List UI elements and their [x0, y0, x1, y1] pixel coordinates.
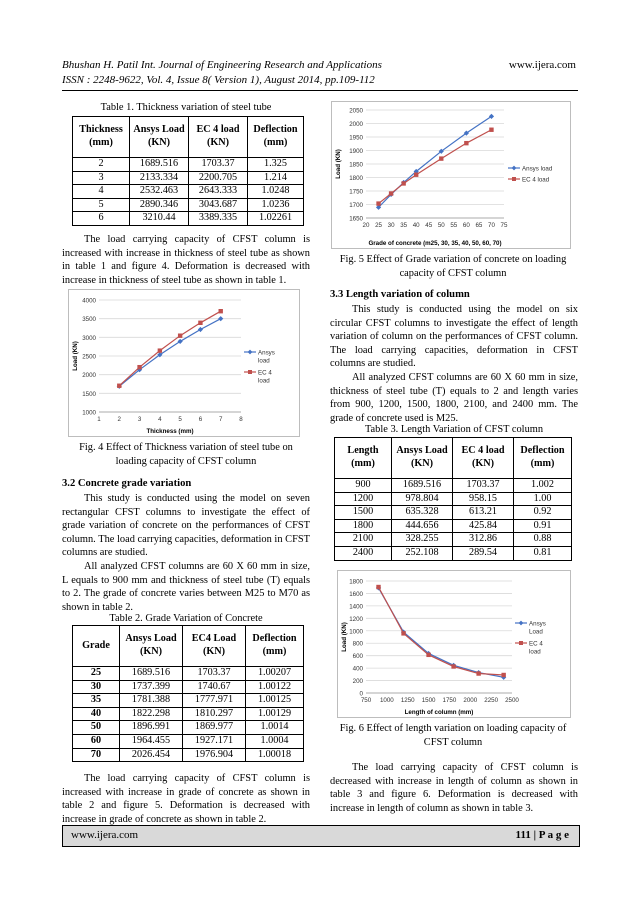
table-cell: 1703.37 — [183, 667, 246, 681]
table-cell: 0.91 — [514, 519, 572, 533]
table-cell: 1703.37 — [453, 479, 514, 493]
data-point — [414, 173, 418, 177]
table2-header-ansys: Ansys Load (KN) — [120, 626, 183, 667]
table-cell: 1200 — [335, 492, 392, 506]
x-tick-label: 20 — [362, 222, 370, 229]
table-cell: 2026.454 — [120, 748, 183, 762]
legend-label: load — [258, 377, 270, 385]
table-cell: 1500 — [335, 506, 392, 520]
table-cell: 958.15 — [453, 492, 514, 506]
y-tick-label: 2500 — [82, 353, 96, 361]
legend-marker — [519, 641, 523, 645]
journal-header-line1: Bhushan H. Patil Int. Journal of Engineering Research and Applications — [62, 59, 382, 71]
table-row — [73, 667, 304, 681]
y-tick-label: 1950 — [349, 134, 363, 142]
table-cell: 3210.44 — [130, 212, 189, 226]
x-tick-label: 1 — [97, 416, 101, 423]
y-tick-label: 1800 — [349, 578, 363, 586]
table-cell: 0.88 — [514, 533, 572, 547]
journal-header-line2: ISSN : 2248-9622, Vol. 4, Issue 8( Version 1), August 2014, pp.109-112 — [62, 74, 375, 86]
table-row — [73, 748, 304, 762]
table-cell: 2200.705 — [189, 171, 248, 185]
y-tick-label: 4000 — [82, 297, 96, 305]
y-axis-label: Load (KN) — [335, 149, 342, 179]
x-tick-label: 60 — [462, 222, 470, 229]
table3-header-ec4: EC 4 load (KN) — [453, 438, 514, 479]
table-row — [73, 707, 304, 721]
table1-header-deflection: Deflection (mm) — [248, 117, 304, 158]
x-tick-label: 5 — [178, 416, 182, 423]
table-row — [73, 185, 304, 199]
table-row — [73, 212, 304, 226]
x-tick-label: 70 — [488, 222, 495, 229]
series-line-ec-4-load — [379, 130, 492, 204]
table-row — [335, 506, 572, 520]
table-cell: 1869.977 — [183, 721, 246, 735]
fig5-caption: Fig. 5 Effect of Grade variation of concrete on loading capacity of CFST column — [339, 254, 567, 279]
table-cell: 3 — [73, 171, 130, 185]
series-line-ansys-load — [379, 116, 492, 207]
table-cell: 1777.971 — [183, 694, 246, 708]
x-tick-label: 1000 — [379, 697, 394, 704]
table2-header-grade: Grade — [73, 626, 120, 667]
table-cell: 1.02261 — [248, 212, 304, 226]
data-point — [218, 316, 223, 321]
x-tick-label: 55 — [450, 222, 458, 229]
table-cell: 1703.37 — [189, 158, 248, 172]
table-cell: 252.108 — [392, 546, 453, 560]
x-tick-label: 2500 — [505, 697, 519, 704]
table-cell: 444.656 — [392, 519, 453, 533]
table-cell: 900 — [335, 479, 392, 493]
table-cell: 1.214 — [248, 171, 304, 185]
y-tick-label: 1900 — [349, 148, 363, 155]
figure6-chart — [337, 570, 571, 718]
table-cell: 289.54 — [453, 546, 514, 560]
table-cell: 613.21 — [453, 506, 514, 520]
data-point — [198, 321, 202, 325]
legend-label: EC 4 load — [522, 176, 550, 184]
table-cell: 6 — [73, 212, 130, 226]
table-cell: 1.00207 — [246, 667, 304, 681]
x-tick-label: 3 — [137, 416, 142, 423]
y-tick-label: 600 — [352, 653, 363, 661]
table-row — [335, 519, 572, 533]
section-3-3-body: This study is conducted using the model on six circular CFST columns to investigate the effect of length variation of column on the performances of CFST column. The load carrying capacities, deformation in CFST columns are studied. All analyzed CFST columns are 60 X 60 mm in size, thickness of steel tube (T) equals to 2 and length varies from 900, 1200, 1500, 1800, 2100, and 2400 mm. The grade of concrete used is M25. — [330, 304, 578, 424]
table-cell: 1.0004 — [246, 734, 304, 748]
data-point — [376, 585, 380, 589]
data-point — [389, 191, 393, 195]
table-cell: 1689.516 — [120, 667, 183, 681]
footer-website: www.ijera.com — [71, 829, 139, 841]
y-tick-label: 3000 — [82, 334, 96, 342]
table-cell: 1737.399 — [120, 680, 183, 694]
x-tick-label: 75 — [500, 222, 508, 229]
y-tick-label: 0 — [359, 690, 363, 698]
table-cell: 1927.171 — [183, 734, 246, 748]
table-cell: 1.00122 — [246, 680, 304, 694]
section-3-2-body: This study is conducted using the model on seven rectangular CFST columns to investigate the effect of grade variation of concrete on the performances of CFST column. The load carrying capacities, deformation in CFST columns are studied. All analyzed CFST columns are 60 X 60 mm in size, L equals to 900 mm and thickness of steel tube (T) equals to 2. The grade of concrete varies between M25 to M70 as shown in table 2. — [62, 493, 310, 613]
data-point — [117, 384, 121, 388]
x-tick-label: 25 — [375, 222, 382, 229]
data-point — [464, 141, 468, 145]
table2-header-deflection: Deflection (mm) — [246, 626, 304, 667]
data-point — [476, 671, 480, 675]
data-point — [376, 201, 380, 205]
y-tick-label: 1500 — [82, 390, 96, 398]
table3-caption: Table 3. Length Variation of CFST column — [364, 424, 544, 435]
legend-label: load — [529, 648, 541, 656]
table-cell: 1.00125 — [246, 694, 304, 708]
data-point — [178, 334, 182, 338]
legend-marker — [248, 350, 253, 355]
table-cell: 25 — [73, 667, 120, 681]
table-cell: 312.86 — [453, 533, 514, 547]
legend-label: Ansys — [258, 349, 275, 357]
table-cell: 0.92 — [514, 506, 572, 520]
para2: The load carrying capacity of CFST column is increased with increase in grade of concrete as shown in table 2 and figure 5. Deformation is decreased with increase in grade of concrete as shown in table 2. — [62, 773, 310, 825]
table-cell: 2400 — [335, 546, 392, 560]
y-tick-label: 2000 — [349, 121, 363, 128]
data-point — [426, 653, 430, 657]
table-row — [335, 546, 572, 560]
table1 — [72, 116, 304, 226]
y-tick-label: 1000 — [349, 628, 363, 636]
table3-header-ansys: Ansys Load (KN) — [392, 438, 453, 479]
data-point — [439, 156, 443, 160]
x-tick-label: 50 — [437, 222, 445, 229]
para1: The load carrying capacity of CFST column is increased with increase in thickness of steel tube as shown in table 1 and figure 4. Deformation is decreased with increase in thickness of steel tube as shown in table 1. — [62, 234, 310, 286]
y-tick-label: 1600 — [349, 590, 363, 598]
table-row — [335, 479, 572, 493]
legend-marker — [519, 621, 524, 626]
table-cell: 328.255 — [392, 533, 453, 547]
y-axis-label: Load (KN) — [72, 341, 79, 371]
data-point — [489, 128, 493, 132]
table-cell: 1781.388 — [120, 694, 183, 708]
legend-label: EC 4 — [258, 369, 272, 377]
header-website: www.ijera.com — [508, 59, 576, 71]
x-tick-label: 1750 — [442, 697, 457, 704]
section-3-2-heading: 3.2 Concrete grade variation — [62, 478, 192, 489]
table-cell: 1.0236 — [248, 198, 304, 212]
footer-page-number: 111 | P a g e — [515, 829, 569, 841]
series-line-ansys-load — [379, 588, 504, 677]
x-tick-label: 30 — [387, 222, 395, 229]
section-3-3-heading: 3.3 Length variation of column — [330, 289, 470, 300]
table-cell: 2133.334 — [130, 171, 189, 185]
data-point — [158, 348, 162, 352]
table-cell: 1.00 — [514, 492, 572, 506]
page-footer — [62, 825, 580, 847]
table3-header-deflection: Deflection (mm) — [514, 438, 572, 479]
y-tick-label: 2000 — [82, 372, 96, 380]
table-cell: 35 — [73, 694, 120, 708]
fig6-caption: Fig. 6 Effect of length variation on loading capacity of CFST column — [339, 723, 567, 748]
table-cell: 2100 — [335, 533, 392, 547]
data-point — [501, 673, 505, 677]
table-row — [73, 680, 304, 694]
legend-label: Ansys load — [522, 165, 553, 173]
table1-header-ec4: EC 4 load (KN) — [189, 117, 248, 158]
table-cell: 5 — [73, 198, 130, 212]
data-point — [451, 664, 455, 668]
x-tick-label: 4 — [158, 416, 162, 423]
table-cell: 70 — [73, 748, 120, 762]
fig4-caption: Fig. 4 Effect of Thickness variation of steel tube on loading capacity of CFST column — [79, 442, 293, 467]
table-cell: 2532.463 — [130, 185, 189, 199]
table-row — [73, 734, 304, 748]
x-tick-label: 8 — [239, 416, 243, 423]
y-tick-label: 1400 — [349, 603, 363, 611]
table-cell: 2 — [73, 158, 130, 172]
y-tick-label: 1750 — [349, 188, 363, 196]
table3 — [334, 437, 572, 561]
legend-label: EC 4 — [529, 640, 543, 648]
table-row — [73, 694, 304, 708]
table-cell: 1896.991 — [120, 721, 183, 735]
legend-marker — [512, 166, 517, 171]
table-cell: 2890.346 — [130, 198, 189, 212]
table-cell: 50 — [73, 721, 120, 735]
y-tick-label: 1650 — [349, 215, 363, 223]
table-cell: 1.0014 — [246, 721, 304, 735]
table1-header-ansys: Ansys Load (KN) — [130, 117, 189, 158]
table-cell: 1.325 — [248, 158, 304, 172]
table-cell: 40 — [73, 707, 120, 721]
y-tick-label: 1200 — [349, 615, 363, 623]
y-tick-label: 400 — [352, 665, 363, 673]
table-cell: 3043.687 — [189, 198, 248, 212]
legend-label: load — [258, 357, 270, 365]
x-tick-label: 35 — [400, 222, 408, 229]
table-cell: 1976.904 — [183, 748, 246, 762]
x-axis-label: Length of column (mm) — [404, 709, 474, 716]
data-point — [198, 327, 203, 332]
table-cell: 1.00018 — [246, 748, 304, 762]
data-point — [219, 309, 223, 313]
table-row — [73, 171, 304, 185]
y-tick-label: 200 — [352, 678, 363, 686]
table-cell: 1800 — [335, 519, 392, 533]
table-cell: 60 — [73, 734, 120, 748]
table1-caption: Table 1. Thickness variation of steel tube — [100, 102, 272, 113]
table-cell: 978.804 — [392, 492, 453, 506]
x-axis-label: Thickness (mm) — [146, 428, 194, 435]
table1-header-thickness: Thickness (mm) — [73, 117, 130, 158]
table-cell: 1.0248 — [248, 185, 304, 199]
legend-label: Ansys — [529, 620, 546, 628]
y-tick-label: 800 — [352, 640, 363, 648]
header-rule — [62, 90, 578, 91]
table2-caption: Table 2. Grade Variation of Concrete — [109, 613, 263, 624]
x-tick-label: 750 — [360, 697, 372, 704]
table-row — [335, 533, 572, 547]
x-tick-label: 2 — [117, 416, 122, 423]
legend-label: Load — [529, 628, 543, 636]
y-tick-label: 1850 — [349, 161, 363, 169]
y-tick-label: 1000 — [82, 409, 96, 417]
table-row — [73, 198, 304, 212]
para3: The load carrying capacity of CFST column is decreased with increase in length of column as shown in table 3 and figure 6. Deformation is decreased with increase in length of column as shown in table 3. — [330, 762, 578, 814]
table-row — [73, 721, 304, 735]
series-line-ansys-load — [119, 319, 220, 387]
legend-marker — [512, 177, 516, 181]
table-cell: 2643.333 — [189, 185, 248, 199]
table-cell: 0.81 — [514, 546, 572, 560]
table-cell: 1.00129 — [246, 707, 304, 721]
table3-header-length: Length (mm) — [335, 438, 392, 479]
table-cell: 4 — [73, 185, 130, 199]
y-axis-label: Load (KN) — [341, 622, 348, 652]
table-cell: 1810.297 — [183, 707, 246, 721]
table-cell: 1689.516 — [130, 158, 189, 172]
table-cell: 3389.335 — [189, 212, 248, 226]
table-cell: 425.84 — [453, 519, 514, 533]
table-cell: 1689.516 — [392, 479, 453, 493]
data-point — [401, 181, 405, 185]
x-tick-label: 1500 — [421, 697, 436, 704]
data-point — [401, 631, 405, 635]
x-axis-label: Grade of concrete (m25, 30, 35, 40, 50, 60, 70) — [368, 240, 502, 247]
table-cell: 1822.298 — [120, 707, 183, 721]
table-row — [73, 158, 304, 172]
x-tick-label: 2000 — [463, 697, 478, 704]
table2 — [72, 625, 304, 762]
x-tick-label: 7 — [218, 416, 223, 423]
table-cell: 635.328 — [392, 506, 453, 520]
table2-header-ec4: EC4 Load (KN) — [183, 626, 246, 667]
y-tick-label: 3500 — [82, 316, 96, 324]
figure4-chart — [68, 289, 300, 437]
legend-marker — [248, 370, 252, 374]
y-tick-label: 2050 — [349, 107, 363, 115]
y-tick-label: 1700 — [349, 202, 363, 209]
figure5-chart — [331, 101, 571, 249]
data-point — [137, 365, 141, 369]
x-tick-label: 45 — [425, 222, 433, 229]
y-tick-label: 1800 — [349, 175, 363, 182]
x-tick-label: 1250 — [400, 697, 415, 704]
x-tick-label: 40 — [412, 222, 420, 229]
x-tick-label: 6 — [198, 416, 203, 423]
x-tick-label: 2250 — [484, 697, 499, 704]
x-tick-label: 65 — [475, 222, 483, 229]
table-cell: 1740.67 — [183, 680, 246, 694]
table-cell: 1.002 — [514, 479, 572, 493]
table-row — [335, 492, 572, 506]
table-cell: 1964.455 — [120, 734, 183, 748]
table-cell: 30 — [73, 680, 120, 694]
